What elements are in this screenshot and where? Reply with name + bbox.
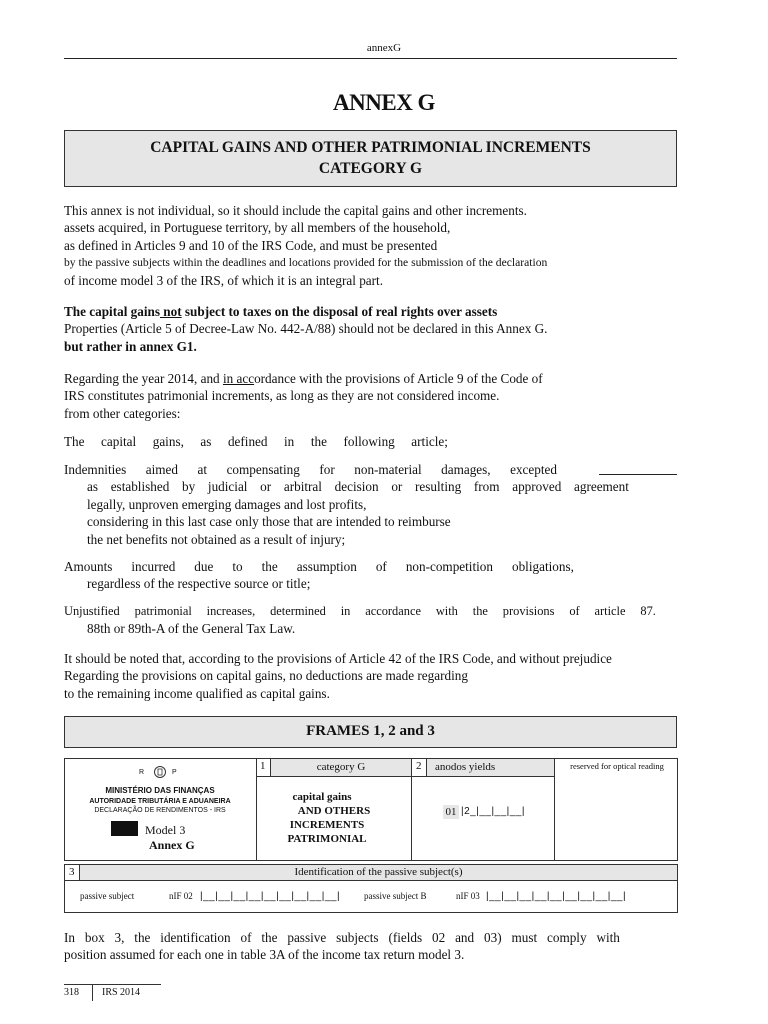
word: excepted	[510, 462, 557, 477]
word: in	[284, 434, 295, 449]
frames-title-bar: FRAMES 1, 2 and 3	[64, 716, 677, 748]
word: incurred	[131, 559, 176, 574]
word: non-competition	[405, 559, 493, 574]
word: In	[64, 930, 75, 945]
word: at	[197, 462, 208, 477]
word: provisions	[502, 604, 555, 618]
word: decision	[334, 479, 379, 495]
word: article;	[411, 434, 448, 449]
section3-number: 3	[69, 866, 75, 878]
not-subject-line1	[64, 303, 547, 320]
not-subject-paragraph	[64, 303, 547, 355]
word: box	[84, 930, 105, 945]
word: 02	[432, 930, 446, 945]
subject-a-label: passive subject	[80, 891, 135, 901]
box1-text	[257, 790, 411, 846]
word: arbitral	[283, 479, 322, 495]
nif-a-input[interactable]: |__|__|__|__|__|__|__|__|__|	[200, 891, 341, 902]
item-indemnities	[64, 461, 629, 548]
box1-label: category G	[271, 759, 411, 776]
word: determined	[270, 604, 326, 618]
form-header-block	[64, 758, 678, 861]
nif-b-label: nIF 03	[456, 891, 480, 901]
word: 87.	[640, 604, 656, 618]
unjustified-line1	[64, 603, 656, 620]
text: Regarding the year 2014, and	[64, 371, 223, 386]
divider	[554, 759, 555, 860]
model-label: Model 3	[145, 823, 186, 837]
word: approved	[512, 479, 562, 495]
box1-text-line: capital gains	[292, 791, 352, 803]
word: with	[435, 604, 458, 618]
divider	[411, 759, 412, 860]
word: with	[596, 930, 620, 945]
footer-divider	[92, 985, 93, 1001]
word: as	[87, 479, 98, 495]
item-capital-gains	[64, 433, 448, 450]
annex-label: Annex G	[149, 838, 195, 852]
box2-input[interactable]: |2_|__|__|__|	[461, 806, 525, 817]
word: from	[473, 479, 500, 495]
word: agreement	[574, 479, 629, 495]
text-underline-not: not	[160, 304, 182, 319]
word: in	[340, 604, 351, 618]
box1-text-line: AND OTHERS	[297, 805, 371, 817]
word: established	[110, 479, 170, 495]
word: Unjustified	[64, 604, 120, 618]
word: or	[391, 479, 403, 495]
header-rule	[64, 58, 677, 59]
word: 03)	[484, 930, 502, 945]
divider	[256, 776, 554, 777]
box2-number: 2	[416, 760, 422, 772]
year-line1	[64, 370, 543, 387]
word: the	[472, 604, 488, 618]
word: (fields	[388, 930, 423, 945]
nif-b-input[interactable]: |__|__|__|__|__|__|__|__|__|	[486, 891, 627, 902]
title-box	[64, 130, 677, 187]
word: judicial	[207, 479, 248, 495]
word: Indemnities	[64, 462, 127, 477]
word: aimed	[145, 462, 179, 477]
year-paragraph	[64, 370, 543, 422]
word: of	[569, 604, 580, 618]
word: of	[375, 559, 387, 574]
intro-line: This annex is not individual, so it should include the capital gains and other increments.	[64, 203, 527, 218]
word: the	[310, 434, 327, 449]
word: comply	[547, 930, 587, 945]
year-line3: from other categories:	[64, 405, 181, 421]
word: or	[260, 479, 272, 495]
note-line: Regarding the provisions on capital gains, no deductions are made regarding	[64, 668, 468, 684]
word: damages,	[441, 462, 491, 477]
item-non-competition	[64, 558, 574, 593]
note-line: It should be noted that, according to the provisions of Article 42 of the IRS Code, and without prejudice	[64, 651, 612, 666]
ministry-name: MINISTÉRIO DAS FINANÇAS	[105, 786, 215, 795]
unjustified-line2: 88th or 89th-A of the General Tax Law.	[87, 621, 296, 637]
coat-of-arms-icon	[153, 765, 167, 779]
word: Amounts	[64, 559, 113, 574]
box3-paragraph	[64, 929, 620, 964]
box1-number: 1	[260, 760, 266, 772]
authority-name: AUTORIDADE TRIBUTÁRIA E ADUANEIRA	[89, 798, 231, 805]
word: to	[232, 559, 243, 574]
indemnities-line3: legally, unproven emerging damages and lost profits,	[87, 496, 367, 512]
text-bold: subject to taxes on the disposal of real rights over assets	[181, 304, 498, 319]
word: due	[194, 559, 214, 574]
item-unjustified	[64, 603, 656, 638]
box3-line1	[64, 929, 620, 946]
word: accordance	[365, 604, 421, 618]
section3-block	[64, 864, 678, 913]
indemnities-line1	[64, 461, 557, 478]
intro-line: by the passive subjects within the deadlines and locations provided for the submission of the declaration	[64, 256, 548, 270]
non-competition-line1	[64, 558, 574, 575]
word: by	[182, 479, 196, 495]
page-number: 318	[64, 987, 79, 998]
word: resulting	[415, 479, 462, 495]
section3-title: Identification of the passive subject(s)	[80, 865, 677, 880]
running-header: annexG	[366, 42, 402, 54]
note-line: to the remaining income qualified as capital gains.	[64, 685, 330, 701]
word: and	[455, 930, 475, 945]
word: subjects	[336, 930, 379, 945]
word: patrimonial	[134, 604, 192, 618]
footer-label: IRS 2014	[102, 987, 141, 998]
word: identification	[160, 930, 231, 945]
word: gains,	[152, 434, 184, 449]
word: passive	[287, 930, 327, 945]
word: of	[240, 930, 252, 945]
barcode-logo-icon	[111, 821, 138, 836]
box2-field-number: 01	[443, 805, 459, 819]
word: defined	[227, 434, 268, 449]
intro-line: of income model 3 of the IRS, of which it is an integral part.	[64, 272, 383, 288]
word: must	[511, 930, 538, 945]
word: article	[594, 604, 626, 618]
indemnities-line4: considering in this last case only those that are intended to reimburse	[87, 514, 451, 530]
divider	[65, 880, 677, 881]
word: obligations,	[511, 559, 574, 574]
not-subject-line3: but rather in annex G1.	[64, 338, 197, 354]
note-paragraph	[64, 650, 612, 702]
seal-p: P	[172, 769, 177, 776]
word: the	[261, 930, 278, 945]
seal-r: R	[139, 769, 145, 776]
text: ordance with the provisions of Article 9 of the Code of	[254, 371, 543, 386]
word: as	[200, 434, 212, 449]
word: increases,	[206, 604, 256, 618]
intro-line: as defined in Articles 9 and 10 of the IRS Code, and must be presented	[64, 237, 438, 253]
year-line2: IRS constitutes patrimonial increments, as long as they are not considered income.	[64, 388, 500, 404]
word: compensating	[226, 462, 300, 477]
box1-text-line: PATRIMONIAL	[287, 833, 367, 845]
declaration-name: DECLARAÇÃO DE RENDIMENTOS - IRS	[94, 807, 226, 814]
intro-line: assets acquired, in Portuguese territory, by all members of the household,	[64, 220, 451, 236]
box2-label: anodos yields	[427, 759, 554, 776]
indemnities-line5: the net benefits not obtained as a result of injury;	[87, 531, 346, 547]
word: non-material	[354, 462, 422, 477]
signature-rule	[599, 474, 677, 475]
subject-b-label: passive subject B	[364, 891, 427, 901]
nif-a-label: nIF 02	[169, 891, 193, 901]
word: The	[64, 434, 85, 449]
non-competition-line2: regardless of the respective source or title;	[87, 576, 311, 592]
word: the	[134, 930, 151, 945]
word: the	[261, 559, 278, 574]
intro-paragraph	[64, 202, 547, 289]
title-box-line1: CAPITAL GAINS AND OTHER PATRIMONIAL INCREMENTS	[150, 139, 591, 156]
text-bold: The capital gains	[64, 304, 160, 319]
not-subject-line2: Properties (Article 5 of Decree-Law No. 442-A/88) should not be declared in this Annex G.	[64, 321, 548, 337]
word: 3,	[114, 930, 125, 945]
word: capital	[101, 434, 137, 449]
title-box-line2: CATEGORY G	[318, 160, 423, 177]
indemnities-line2	[64, 478, 629, 495]
text-underline: in acc	[222, 371, 255, 386]
box3-line2: position assumed for each one in table 3A of the income tax return model 3.	[64, 947, 465, 963]
word: following	[343, 434, 395, 449]
reserved-label: reserved for optical reading	[570, 761, 664, 771]
word: for	[319, 462, 335, 477]
word: assumption	[296, 559, 357, 574]
footer-rule	[64, 984, 161, 985]
page-title: ANNEX G	[333, 90, 435, 115]
box1-text-line: INCREMENTS	[289, 819, 365, 831]
